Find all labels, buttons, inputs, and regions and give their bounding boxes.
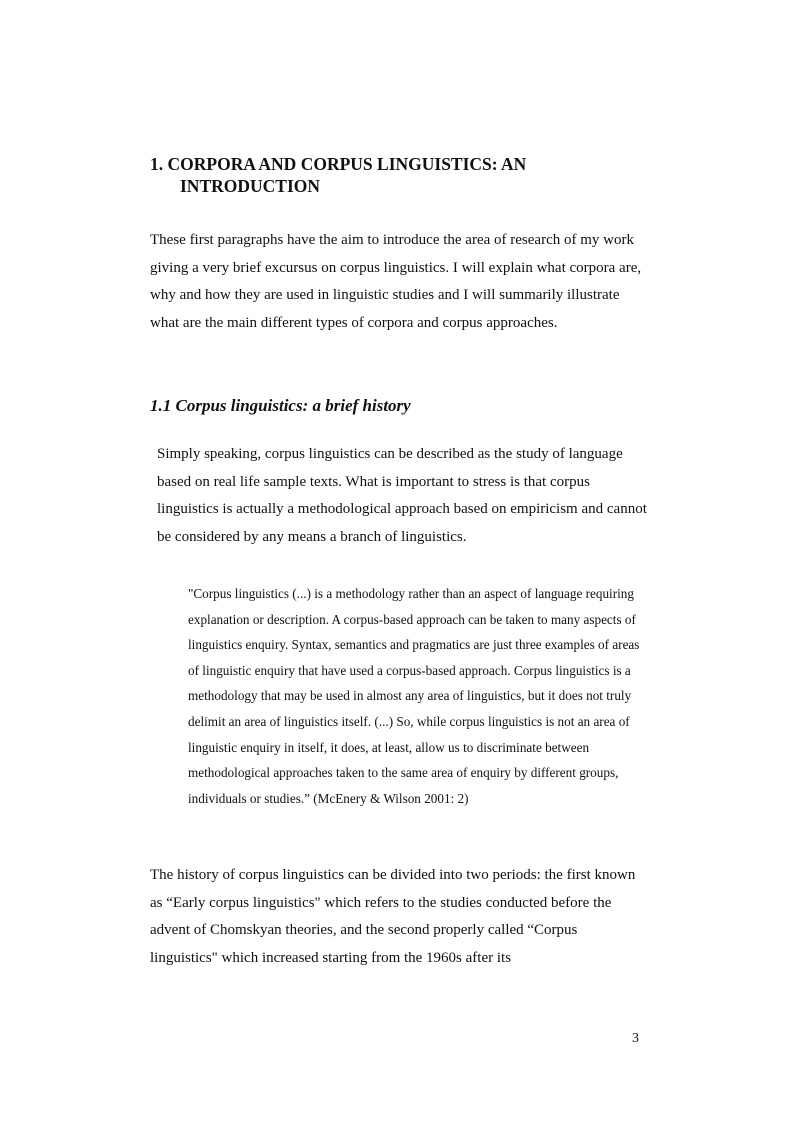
intro-paragraph: These first paragraphs have the aim to introduce the area of research of my work giving a very brief excursus on corpus linguistics. I will explain what corpora are, why and how they are used in linguistic studies and I will summarily illustrate what are the main different types of corpora and corpus approaches. [150, 232, 642, 331]
section-title: 1.1 Corpus linguistics: a brief history [150, 396, 411, 415]
chapter-heading-line-1: 1. CORPORA AND CORPUS LINGUISTICS: AN [150, 154, 527, 174]
page-number: 3 [632, 1031, 639, 1046]
section-paragraph: Simply speaking, corpus linguistics can be described as the study of language based on real life sample texts. What is important to stress is that corpus linguistics is actually a methodological approach based on empiricism and cannot be considered by any means a branch of linguistics. [157, 446, 647, 545]
chapter-heading-line-2: INTRODUCTION [180, 176, 321, 196]
chapter-heading [150, 153, 600, 197]
history-paragraph: The history of corpus linguistics can be divided into two periods: the first known as “Early corpus linguistics" which refers to the studies conducted before the advent of Chomskyan theories, and the second properly called “Corpus linguistics" which increased starting from the 1960s after its [150, 867, 636, 966]
block-quote: "Corpus linguistics (...) is a methodology rather than an aspect of language requiring explanation or description. A corpus-based approach can be taken to many aspects of linguistics enquiry. Syntax, semantics and pragmatics are just three examples of areas of linguistic enquiry that have used a corpus-based approach. Corpus linguistics is a methodology that may be used in almost any area of linguistics, but it does not truly delimit an area of linguistics itself. (...) So, while corpus linguistics is not an area of linguistic enquiry in itself, it does, at least, allow us to discriminate between methodological approaches taken to the same area of enquiry by different groups, individuals or studies.” (McEnery & Wilson 2001: 2) [188, 586, 640, 806]
